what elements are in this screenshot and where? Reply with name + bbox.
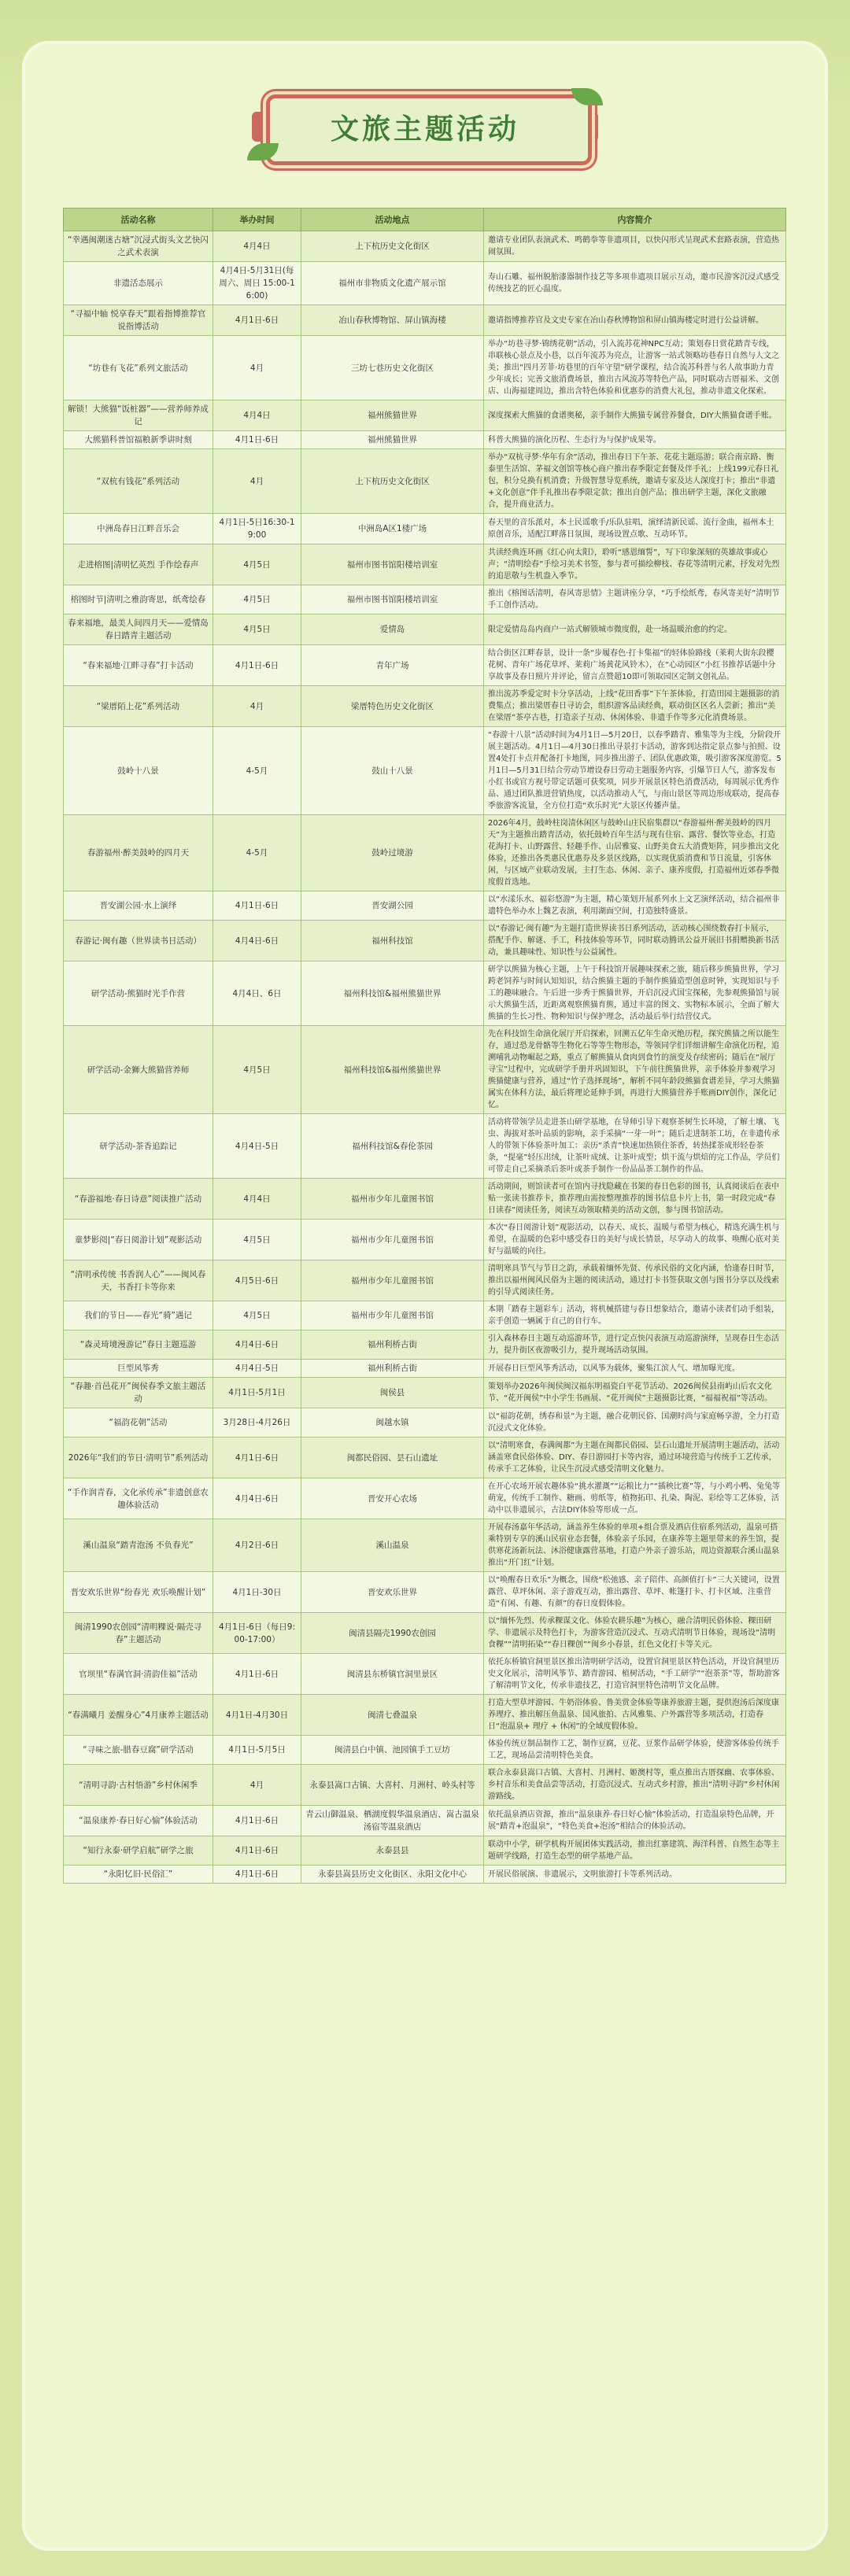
table-row bbox=[64, 891, 786, 921]
table-row bbox=[64, 1654, 786, 1695]
activity-name-cell: 鼓岭十八景 bbox=[64, 727, 213, 815]
activity-name-cell: 春游福州·醉美鼓岭的四月天 bbox=[64, 815, 213, 891]
activity-name-cell: “春满曦月 姜醒身心”4月康养主题活动 bbox=[64, 1695, 213, 1736]
description-cell: 本次“春日阅游计划”观影活动，以春天、成长、温暖与希望为核心，精选充满生机与希望，在温暖的色彩中感受春日的美好与成长情景，尽享动人的故事、唤醒心底对美好与温暖的向往。 bbox=[484, 1220, 786, 1260]
description-cell: 限定爱情岛岛内商户一站式解锁城市微度假，赴一场温暖治愈的约定。 bbox=[484, 614, 786, 645]
time-cell: 4月 bbox=[213, 686, 301, 727]
activities-table-container bbox=[63, 208, 785, 1884]
time-cell: 4月5日 bbox=[213, 544, 301, 585]
activity-name-cell: 官坝里“春满官洞·清韵佳福”活动 bbox=[64, 1654, 213, 1695]
table-row bbox=[64, 1301, 786, 1330]
table-row bbox=[64, 961, 786, 1026]
description-cell: 开展春日巨型风筝秀活动，以风筝为载体，聚集江滨人气、增加曝光度。 bbox=[484, 1360, 786, 1378]
table-row bbox=[64, 1572, 786, 1613]
place-cell: 闽清县东桥镇官洞里景区 bbox=[301, 1654, 484, 1695]
time-cell: 4月1日-6日 bbox=[213, 1866, 301, 1884]
description-cell: 开展民俗展演、非遗展示，文明旅游打卡等系列活动。 bbox=[484, 1866, 786, 1884]
activity-name-cell: 巨型风筝秀 bbox=[64, 1360, 213, 1378]
description-cell: 引入森林春日主题互动巡游环节，进行定点快闪表演互动巡游演绎，呈现春日生态活力，提升街区夜游吸引力，提升现场活动氛围。 bbox=[484, 1330, 786, 1360]
activity-name-cell: “双杭有钱花”系列活动 bbox=[64, 449, 213, 514]
header-place: 活动地点 bbox=[301, 209, 484, 231]
activity-name-cell: 晋安湖公园·水上演绎 bbox=[64, 891, 213, 921]
time-cell: 4月5日 bbox=[213, 1301, 301, 1330]
description-cell: 联动中小学，研学机构开展团体实践活动，推出红寨建筑、海洋科普、自然生态等主题研学线路，打造生态型的研学基地产品。 bbox=[484, 1836, 786, 1866]
place-cell: 福州市少年儿童图书馆 bbox=[301, 1220, 484, 1260]
time-cell: 4月4日-6日 bbox=[213, 1478, 301, 1519]
table-row bbox=[64, 1695, 786, 1736]
table-row bbox=[64, 400, 786, 431]
description-cell: 依托温泉酒店资源，推出“温泉康养·春日好心愉”体验活动，打造温泉特色品牌，开展“踏青+泡温泉”，“特色美食+泡汤”相结合的体验活动。 bbox=[484, 1806, 786, 1836]
table-row bbox=[64, 1179, 786, 1220]
description-cell: 邀请指博推荐官及文史专家在冶山春秋博物馆和屏山镇海楼定时进行公益讲解。 bbox=[484, 305, 786, 336]
table-row bbox=[64, 614, 786, 645]
table-row bbox=[64, 1260, 786, 1301]
time-cell: 4月1日-6日 bbox=[213, 1654, 301, 1695]
description-cell: 寿山石雕、福州脱胎漆器制作技艺等多项非遗项目展示互动，邀市民游客沉浸式感受传统技艺的匠心温度。 bbox=[484, 262, 786, 305]
time-cell: 4月5日 bbox=[213, 585, 301, 614]
time-cell: 4月1日-5月5日 bbox=[213, 1736, 301, 1765]
table-row bbox=[64, 1220, 786, 1260]
time-cell: 4月4日-5日 bbox=[213, 1360, 301, 1378]
time-cell: 4月1日-6日 bbox=[213, 305, 301, 336]
activity-name-cell: “知行永泰·研学启航”研学之旅 bbox=[64, 1836, 213, 1866]
place-cell: 福州科技馆 bbox=[301, 921, 484, 961]
activity-name-cell: 解锁！大熊猫“饭桩器”——营养师养成记 bbox=[64, 400, 213, 431]
time-cell: 4月4日-5月31日(每周六、周日 15:00-16:00) bbox=[213, 262, 301, 305]
description-cell: 举办“双杭寻梦·华年有余”活动，推出春日下午茶、花花主题巡游；联合南京路、衡泰里生活馆、茅福文创馆等核心商户推出春季限定套餐及伴手礼；上线199元春日礼包，积分兑换有机消费；升级智慧导览系统，邀请专家及达人深度打卡；推出“非遗+文化创意”伴手礼推出春季限定款；推出自创产品；推出研学主题，深化文旅融合，提升商业活力。 bbox=[484, 449, 786, 514]
time-cell: 4月5日-6日 bbox=[213, 1260, 301, 1301]
activity-name-cell: 大熊猫科普馆福粮新季讲时刻 bbox=[64, 431, 213, 449]
place-cell: 闽侯县 bbox=[301, 1378, 484, 1408]
description-cell: 开展春汤嘉年华活动，涵盖养生体验的单项+组合票及酒店住宿系列活动，温泉可搭乘特别专享的溪山民宿业态套餐，体验亲子乐园，在康养等主题里带来的养生馆，提供寒花汤新玩法、沐浴健康露营基地，打造户外亲子游乐站，周边资源联合溪山温泉推出“开门红”计划。 bbox=[484, 1519, 786, 1572]
place-cell: 青年广场 bbox=[301, 645, 484, 686]
place-cell: 永泰县嵩县历史文化街区、永阳文化中心 bbox=[301, 1866, 484, 1884]
place-cell: 福州科技馆&福州熊猫世界 bbox=[301, 1026, 484, 1114]
activity-name-cell: “春来福地·江畔寻春”打卡活动 bbox=[64, 645, 213, 686]
place-cell: 闽清县隔壳1990农创园 bbox=[301, 1613, 484, 1654]
place-cell: 青云山御温泉、栖湖度假华温泉酒店、嵩古温泉汤宿等温泉酒店 bbox=[301, 1806, 484, 1836]
table-row bbox=[64, 686, 786, 727]
time-cell: 4月1日-4月30日 bbox=[213, 1695, 301, 1736]
place-cell: 永泰县嵩口古镇、大喜村、月洲村、岭头村等 bbox=[301, 1765, 484, 1806]
activity-name-cell: “清明承传统 书香润人心”——闽风春天，书香打卡等你来 bbox=[64, 1260, 213, 1301]
description-cell: 举办“坊巷寻梦·锦绣花朝”活动，引入流苏花神NPC互动；策划春日赏花踏青专线，串联核心景点及小巷，以百年流苏为亮点，让游客一站式领略坊巷春日自然与人文之美；推出“四月芳菲·坊巷里的百年守望”研学课程，结合流苏科普与名人故事助力青少年成长；完善文旅消费场景，推出古风流苏等特色产品，同时联动古厝福米、文创店、山海福建周边，推出含特色体验和优惠券的消费大礼包，推动非遗文化探索。 bbox=[484, 336, 786, 400]
header-time: 举办时间 bbox=[213, 209, 301, 231]
activity-name-cell: “寻味之旅-腊春豆腐”研学活动 bbox=[64, 1736, 213, 1765]
time-cell: 4月 bbox=[213, 336, 301, 400]
description-cell: 以“缅怀先烈、传承粿谋文化、体验农耕乐趣”为核心，融合清明民俗体验、粿田研学、非遗展示及特色打卡，为游客营造沉浸式、互动式清明节日体验，现场设“清明食粿”“清明拓染”“春日粿创”“闽乡小春景，红色文化打卡等关元。 bbox=[484, 1613, 786, 1654]
place-cell: 福州利桥古街 bbox=[301, 1330, 484, 1360]
place-cell: 福州市少年儿童图书馆 bbox=[301, 1179, 484, 1220]
time-cell: 3月28日-4月26日 bbox=[213, 1408, 301, 1437]
activity-name-cell: 研学活动-金狮大熊猫营养师 bbox=[64, 1026, 213, 1114]
activity-name-cell: 春来福地，最美人间四月天——爱情岛春日踏青主题活动 bbox=[64, 614, 213, 645]
table-row bbox=[64, 336, 786, 400]
time-cell: 4月5日 bbox=[213, 1220, 301, 1260]
time-cell: 4月4日 bbox=[213, 231, 301, 262]
table-row bbox=[64, 514, 786, 544]
table-row bbox=[64, 1765, 786, 1806]
table-row bbox=[64, 1866, 786, 1884]
time-cell: 4月1日-6日（每日9:00-17:00） bbox=[213, 1613, 301, 1654]
table-row bbox=[64, 1026, 786, 1114]
activity-name-cell: “温泉康养·春日好心愉”体验活动 bbox=[64, 1806, 213, 1836]
time-cell: 4月4日、6日 bbox=[213, 961, 301, 1026]
description-cell: 在开心农场开展农趣体验“挑水灌溉”“运粮比力”“插秧比赛”等，与小鸡小鸭、兔兔等萌宠，传统手工制作、糖画、剪纸等，植物拓印、扎染、陶泥、彩绘等工艺体验，活动中以非遗展示，古法DIY体验等形成一点。 bbox=[484, 1478, 786, 1519]
time-cell: 4月1日-6日 bbox=[213, 1806, 301, 1836]
time-cell: 4月 bbox=[213, 1765, 301, 1806]
description-cell: 推出流苏季爱定时卡分享活动，上线“花田香事”下午茶体验，打造田园主题摄影的消费集点；推出梁厝春日寻访会，组织游客品读经典，联动街区区名人尝新；推出“美在梁厝”茶亭古巷，打造亲子互动、休闲体验、非遗手作等多元化消费场景。 bbox=[484, 686, 786, 727]
place-cell: 福州利桥古街 bbox=[301, 1360, 484, 1378]
activity-name-cell: “清明寻韵·古村悟游”乡村休闲季 bbox=[64, 1765, 213, 1806]
place-cell: 福州科技馆&福州熊猫世界 bbox=[301, 961, 484, 1026]
table-row bbox=[64, 921, 786, 961]
description-cell: 体验传统豆制品制作工艺，制作豆腐，豆花、豆浆作品研学体验，使游客体验传统手工艺，现场品尝清明特色美食。 bbox=[484, 1736, 786, 1765]
table-row bbox=[64, 815, 786, 891]
place-cell: 爱情岛 bbox=[301, 614, 484, 645]
place-cell: 闽越水镇 bbox=[301, 1408, 484, 1437]
place-cell: 晋安开心农场 bbox=[301, 1478, 484, 1519]
table-row bbox=[64, 1613, 786, 1654]
activity-name-cell: “坊巷有飞花”系列文旅活动 bbox=[64, 336, 213, 400]
description-cell: 科普大熊猫的演化历程、生态行为与保护成果等。 bbox=[484, 431, 786, 449]
description-cell: 研学以熊猫为核心主题，上午于科技馆开展趣味探索之旅，随后移步熊猫世界，学习跨老饲养与时间认知知识，结合熊猫主题的手制作熊猫造型创意时钟，实现知识与手工的趣味融合。午后进一步秀于熊猫世界，开启沉浸式国宝探秘，先参观熊猫馆与展示大熊猫生活，近距离观察熊猫育熊，通过丰富的图文、实物标本展示，全面了解大熊猫的生长习性、物种知识与保护理念，活动最后举行结营仪式。 bbox=[484, 961, 786, 1026]
time-cell: 4-5月 bbox=[213, 727, 301, 815]
activity-name-cell: “春游福地·春日诗意”阅读推广活动 bbox=[64, 1179, 213, 1220]
time-cell: 4月5日 bbox=[213, 1026, 301, 1114]
place-cell: 三坊七巷历史文化街区 bbox=[301, 336, 484, 400]
description-cell: 推出《榕图话清明，春风寄思情》主题讲座分享，“巧手绘纸鸢，春风寄美好”清明节手工创作活动。 bbox=[484, 585, 786, 614]
table-row bbox=[64, 1806, 786, 1836]
activity-name-cell: 非遗活态展示 bbox=[64, 262, 213, 305]
place-cell: 福州熊猫世界 bbox=[301, 400, 484, 431]
table-row bbox=[64, 1736, 786, 1765]
activity-name-cell: 童梦影阅|“春日阅游计划”观影活动 bbox=[64, 1220, 213, 1260]
time-cell: 4月1日-6日 bbox=[213, 1836, 301, 1866]
table-row bbox=[64, 1330, 786, 1360]
activity-name-cell: “森灵琦境漫游记”春日主题巡游 bbox=[64, 1330, 213, 1360]
activity-name-cell: “春趣·首邑花开”闽侯春季文旅主题活动 bbox=[64, 1378, 213, 1408]
table-header-row bbox=[64, 209, 786, 231]
title-banner bbox=[252, 88, 598, 167]
place-cell: 鼓山十八景 bbox=[301, 727, 484, 815]
time-cell: 4月4日-5日 bbox=[213, 1114, 301, 1179]
description-cell: 以“唤醒春日欢乐”为概念，围绕“松弛感、亲子陪伴、高颜值打卡”三大关键词，设置露营、草坪休闲、亲子游戏互动，推出露营、草坪、帐篷打卡、打卡区域、注重营造“有闲、有趣、有颜”的春日度假体验。 bbox=[484, 1572, 786, 1613]
place-cell: 福州市少年儿童图书馆 bbox=[301, 1301, 484, 1330]
activity-name-cell: “永阳忆旧·民俗汇” bbox=[64, 1866, 213, 1884]
activity-name-cell: 中洲岛春日江畔音乐会 bbox=[64, 514, 213, 544]
time-cell: 4月1日-6日 bbox=[213, 891, 301, 921]
activity-name-cell: “福韵花朝”活动 bbox=[64, 1408, 213, 1437]
place-cell: 闽清七叠温泉 bbox=[301, 1695, 484, 1736]
description-cell: 邀请专业团队表演武术、鸣鹤拳等非遗项目，以快闪形式呈现武术套路表演，营造热闹氛围。 bbox=[484, 231, 786, 262]
activity-name-cell: 闽清1990农创园“清明粿说·隔壳寻春”主题活动 bbox=[64, 1613, 213, 1654]
time-cell: 4月1日-6日 bbox=[213, 431, 301, 449]
description-cell: 共读经典连环画《红心向太阳》，聆听“感恩缅誓”，写下印象深刻的英雄故事或心声；“清明绘春”手绘习美术书签，参与者可描绘柳枝、春花等清明元素，抒发对先烈的追思敬与生机盎入季节。 bbox=[484, 544, 786, 585]
activity-name-cell: 走进榕图|清明忆英烈 手作绘春声 bbox=[64, 544, 213, 585]
place-cell: 梁厝特色历史文化街区 bbox=[301, 686, 484, 727]
description-cell: “春游十八景”活动时间为4月1日—5月20日，以春季踏青、雅集等为主线，分阶段开展主题活动。4月1日—4月30日推出寻景打卡活动，游客到达指定景点参与拍照、设置4处打卡点并配备打卡地图，同步推出游子、团队优惠政策，吸引游客深度游览。5月1日—5月31日结合劳动节增设春日劳动主题服务内容，引爆节日人气，游客发布小红书或官方视号带定话题可获奖项，同步开展景区特色消费活动，每周展示优秀作品、通过团队推进营销热度，以活动推动人气，与南山景区等周边形成联动，提高春季旅游客流量，全方位打造“欢乐时光”大景区传播声量。 bbox=[484, 727, 786, 815]
activity-name-cell: “手作润青春，文化承传承”非遗创意农趣体验活动 bbox=[64, 1478, 213, 1519]
description-cell: 先在科技馆生命演化展厅开启探索，回溯五亿年生命灭绝历程，探究熊猫之所以能生存，通过恐龙骨骼等生物化石等等生物形态，等领同学们详细讲解生命演化历程，追溯哺乳动物崛起之路，重点了解熊猫从食肉到食竹的演变及存续密码；随后在“展厅寻宝”过程中，完成研学手册并巩固知识，下午前往熊猫世界，亲手体验并参观学习熊猫健康与营养，通过“竹子选择现场”，解析不同年龄段熊猫食谱差异，学习大熊猫属实在体科方法，最后将理论延伸手到，再进行大熊猫营养手账画DIY创作，深化记忆。 bbox=[484, 1026, 786, 1114]
place-cell: 福州市少年儿童图书馆 bbox=[301, 1260, 484, 1301]
activity-name-cell: 研学活动-茶香追踪记 bbox=[64, 1114, 213, 1179]
place-cell: 永泰县县 bbox=[301, 1836, 484, 1866]
time-cell: 4月1日-6日 bbox=[213, 1437, 301, 1478]
table-row bbox=[64, 305, 786, 336]
description-cell: 联合永泰县嵩口古镇、大喜村、月洲村、姬澳村等，重点推出古厝探幽、农事体验、乡村音乐和美食品尝等活动，打造沉浸式、互动式乡村游，推出“清明寻韵”乡村休闲游路线。 bbox=[484, 1765, 786, 1806]
table-row bbox=[64, 1519, 786, 1572]
table-row bbox=[64, 1408, 786, 1437]
description-cell: 深度探索大熊猫的食谱奥秘，亲手制作大熊猫专属营养餐食，DIY大熊猫食谱手账。 bbox=[484, 400, 786, 431]
description-cell: 以“春游记·闽有趣”为主题打造世界读书日系列活动，活动核心围绕数春打卡展示，搭配手作、解谜、手工，科技体验等环节，同时联动腾讯公益开展旧书捐赠换新书活动，兼具趣味性、知识性与公益属性。 bbox=[484, 921, 786, 961]
table-row bbox=[64, 1378, 786, 1408]
description-cell: 春天里的音乐派对，本土民谣歌手/乐队驻唱，演绎清新民谣、流行金曲，福州本土原创音乐，适配江畔落日氛围，现场设置点歌、互动环节。 bbox=[484, 514, 786, 544]
activity-name-cell: 晋安欢乐世界“纷春光 欢乐唤醒计划” bbox=[64, 1572, 213, 1613]
place-cell: 鼓岭过境游 bbox=[301, 815, 484, 891]
table-row bbox=[64, 1360, 786, 1378]
description-cell: 活动期间，则馆读者可在馆内寻找隐藏在书架的春日色彩的图书，认真阅读后在表中贴一张读书推荐卡，推荐理由需按整理推荐的图书信息卡片上书，第一时段完成“春日读春”阅读任务，阅读互动领取精美的活动文创，参与图书馆活动。 bbox=[484, 1179, 786, 1220]
table-row bbox=[64, 262, 786, 305]
time-cell: 4月2日-6日 bbox=[213, 1519, 301, 1572]
table-row bbox=[64, 1437, 786, 1478]
header-description: 内容简介 bbox=[484, 209, 786, 231]
place-cell: 晋安湖公园 bbox=[301, 891, 484, 921]
table-row bbox=[64, 449, 786, 514]
time-cell: 4月4日 bbox=[213, 400, 301, 431]
description-cell: 清明寒具节气与节日之韵，承载着缅怀先贤、传承民俗的文化内涵，恰逢春日时节，推出以福州闽风民俗为主题的阅读活动，通过打卡书签获取文创与图书分享以及线索的引导式阅读任务。 bbox=[484, 1260, 786, 1301]
place-cell: 福州市图书馆阳楼培训室 bbox=[301, 544, 484, 585]
place-cell: 晋安欢乐世界 bbox=[301, 1572, 484, 1613]
time-cell: 4月1日-6日 bbox=[213, 645, 301, 686]
activity-name-cell: 春游记·闽有趣（世界读书日活动） bbox=[64, 921, 213, 961]
description-cell: 结合街区江畔春景，设计一条“步履春色·打卡集福”的轻体验路线（莱莉大街东段樱花树、青年广场花草坪、莱莉广场黄花风铃木），在“心动园区”小红书推荐话题中分享故事及春日照片并评论，留言点赞超10即可领取园区定制文创礼品。 bbox=[484, 645, 786, 686]
description-cell: 打造大型草坪游园、牛奶浴体验、鲁美赏金体验等康养旅游主题，提供泡汤后深度康养理疗、推出解压鱼温泉、国风旅拍、古风雅集、户外露营等多项活动，打造春日“泡温泉+ 理疗 + 休闲”的全域度假体验。 bbox=[484, 1695, 786, 1736]
description-cell: 以“水漾乐水、福彩悠游”为主题，精心策划开展系列水上文艺演绎活动，结合福州非遗特色举办水上魏艺表演，利用湖面空间，打造独特盛景。 bbox=[484, 891, 786, 921]
description-cell: 本期「踏春主题彩车」活动，将机械搭建与春日想象结合，邀请小读者们动手组装，亲手创造一辆属于自己的自行车。 bbox=[484, 1301, 786, 1330]
time-cell: 4月4日 bbox=[213, 1179, 301, 1220]
table-row bbox=[64, 585, 786, 614]
place-cell: 闽清县白中镇、池园镇手工豆坊 bbox=[301, 1736, 484, 1765]
place-cell: 福州市图书馆阳楼培训室 bbox=[301, 585, 484, 614]
place-cell: 福州科技馆&春伦茶园 bbox=[301, 1114, 484, 1179]
time-cell: 4-5月 bbox=[213, 815, 301, 891]
time-cell: 4月1日-5月1日 bbox=[213, 1378, 301, 1408]
activity-name-cell: “梁厝陌上花”系列活动 bbox=[64, 686, 213, 727]
table-row bbox=[64, 544, 786, 585]
description-cell: 依托东桥镇官洞里景区推出清明研学活动，设置官洞里景区特色活动，开设官洞里历史文化展示，清明风筝节、踏青游园、植树活动，“手工研学”“泡茶茶”等，帮助游客了解清明节文化，传承非遗技艺，打造官洞里特色清明节文化品牌。 bbox=[484, 1654, 786, 1695]
time-cell: 4月1日-30日 bbox=[213, 1572, 301, 1613]
table-row bbox=[64, 431, 786, 449]
page-title: 文旅主题活动 bbox=[330, 113, 519, 146]
activities-table bbox=[63, 208, 786, 1884]
table-row bbox=[64, 1478, 786, 1519]
place-cell: 闽都民俗园、昙石山遗址 bbox=[301, 1437, 484, 1478]
description-cell: 以“清明寒食，春满闽都”为主题在闽都民俗园、昙石山遗址开展清明主题活动，活动涵盖寒食民俗体验、DIY、春日游园打卡等内容，通过环境营造与传统手工艺传承，传承手工艺体验，让民生沉浸式感受清明文化魅力。 bbox=[484, 1437, 786, 1478]
activity-name-cell: 2026年“我们的节日·清明节”系列活动 bbox=[64, 1437, 213, 1478]
table-row bbox=[64, 231, 786, 262]
time-cell: 4月4日-6日 bbox=[213, 1330, 301, 1360]
description-cell: 活动将带领学员走进茶山研学基地，在导师引导下观察茶树生长环境，了解土壤、飞虫、海拔对茶叶品质的影响，亲手采摘“一芽一叶”；随后走进制茶工坊，在非遗传承人的带领下体验茶叶加工：亲历“杀青”快速加热锁住茶香，转热揉茶成形轻卷茶条，“提毫”轻压出绒，让茶叶成绒、让茶叶成型；烘干流与烘焙的完工作品，学员们可带走自己采摘杀后茶叶或茶手制作一份品品茶工制作的作品。 bbox=[484, 1114, 786, 1179]
activity-name-cell: 溪山温泉“踏青泡汤 不负春光” bbox=[64, 1519, 213, 1572]
place-cell: 溪山温泉 bbox=[301, 1519, 484, 1572]
activity-name-cell: 我们的节日——春光“骑”遇记 bbox=[64, 1301, 213, 1330]
place-cell: 冶山春秋博物馆、屏山镇海楼 bbox=[301, 305, 484, 336]
time-cell: 4月4日-6日 bbox=[213, 921, 301, 961]
place-cell: 中洲岛A区1楼广场 bbox=[301, 514, 484, 544]
time-cell: 4月 bbox=[213, 449, 301, 514]
table-row bbox=[64, 727, 786, 815]
place-cell: 上下杭历史文化街区 bbox=[301, 231, 484, 262]
activity-name-cell: “幸遇闽潮迷古塘”沉浸式街头文艺快闪之武术表演 bbox=[64, 231, 213, 262]
place-cell: 上下杭历史文化街区 bbox=[301, 449, 484, 514]
time-cell: 4月5日 bbox=[213, 614, 301, 645]
activity-name-cell: 研学活动-熊猫时光手作营 bbox=[64, 961, 213, 1026]
description-cell: 以“福韵花朝，绣春和景”为主题，融合花朝民俗、国潮时尚与家庭畅享游，全力打造沉浸式文化体验。 bbox=[484, 1408, 786, 1437]
table-row bbox=[64, 1836, 786, 1866]
description-cell: 2026年4月，鼓岭柱岗清休闲区与鼓岭山庄民宿集群以“春游福州·醉美鼓岭的四月天”为主题推出踏青活动，依托鼓岭百年生活与现有住宿、露营、餐饮等业态，打造花海打卡、山野露营、轻趣手作、山居雅宴、山野美食五大消费矩阵，同步推出文化体验，还推出各类惠民优惠券及多景区线路，以实现优质消费和节日流量，引客休闲，与区域产业联动发展，主打生态、休闲、亲子、康养度假，打造福州近郊春季微度假首选地。 bbox=[484, 815, 786, 891]
header-activity-name: 活动名称 bbox=[64, 209, 213, 231]
table-row bbox=[64, 645, 786, 686]
table-row bbox=[64, 1114, 786, 1179]
activity-name-cell: “寻福中轴 悦享春天”跟着指博推荐官说指博活动 bbox=[64, 305, 213, 336]
place-cell: 福州熊猫世界 bbox=[301, 431, 484, 449]
place-cell: 福州市非物质文化遗产展示馆 bbox=[301, 262, 484, 305]
activity-name-cell: 榕图时节|清明之雅韵寄思，纸鸢绘春 bbox=[64, 585, 213, 614]
time-cell: 4月1日-5日16:30-19:00 bbox=[213, 514, 301, 544]
description-cell: 策划举办2026年闽侯闽汉福东明福瓷白平花节活动、2026闽侯县南屿山后农文化节、“花开闽侯”中小学生书画展、“花开闽侯”主题摄影比赛，“福福祝福”等活动。 bbox=[484, 1378, 786, 1408]
